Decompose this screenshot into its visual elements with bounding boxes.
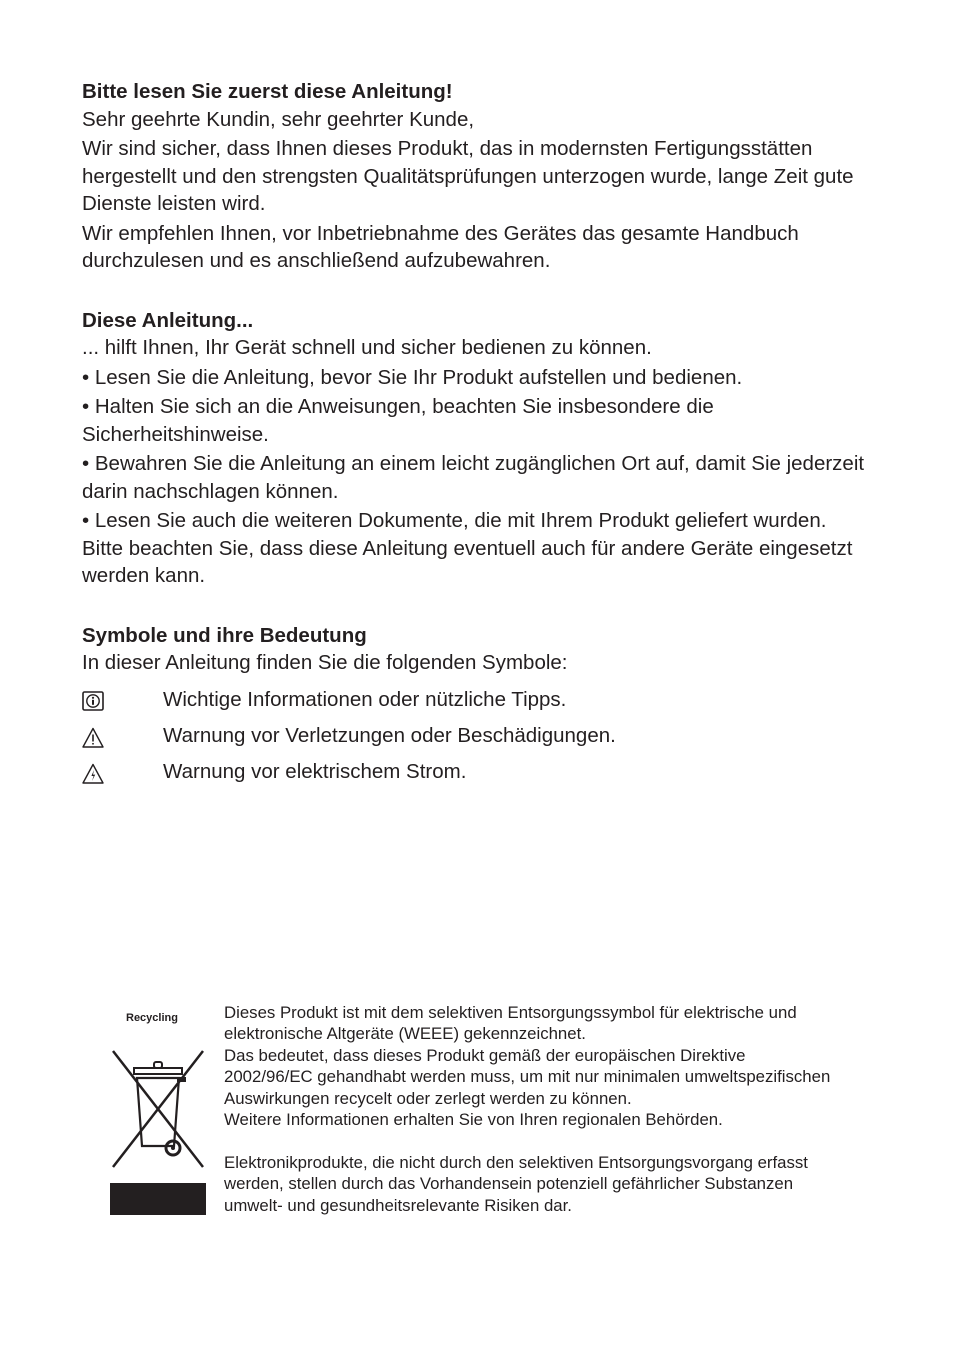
guide-lead: ... hilft Ihnen, Ihr Gerät schnell und sicher bedienen zu können. [82, 336, 652, 359]
manual-page [82, 78, 882, 793]
weee-marking-bar [110, 1183, 206, 1215]
recycling-text [224, 1002, 834, 1216]
recycling-paragraph-4: Elektronikprodukte, die nicht durch den selektiven Entsorgungsvorgang erfasst werden, stellen durch das Vorhandensein potenziell gefährlicher Substanzen umwelt- und gesundheitsrelevante Risiken dar. [224, 1152, 808, 1215]
guide-bullet-4: • Lesen Sie auch die weiteren Dokumente, die mit Ihrem Produkt geliefert wurden. [82, 509, 827, 532]
symbol-electric-text: Warnung vor elektrischem Strom. [163, 759, 467, 783]
intro-heading: Bitte lesen Sie zuerst diese Anleitung! [82, 80, 453, 103]
guide-bullet-1: • Lesen Sie die Anleitung, bevor Sie Ihr Produkt aufstellen und bedienen. [82, 365, 743, 389]
recycling-paragraph-1: Dieses Produkt ist mit dem selektiven Entsorgungssymbol für elektrische und elektronische Altgeräte (WEEE) gekennzeichnet. [224, 1003, 797, 1044]
symbol-info-text: Wichtige Informationen oder nützliche Tipps. [163, 687, 567, 711]
guide-bullet-2: • Halten Sie sich an die Anweisungen, beachten Sie insbesondere die Sicherheitshinweise. [82, 395, 714, 446]
guide-heading: Diese Anleitung... [82, 308, 254, 332]
electric-warning-icon [82, 763, 104, 785]
intro-paragraph-2: Wir empfehlen Ihnen, vor Inbetriebnahme des Gerätes das gesamte Handbuch durchzulesen und es anschließend aufzubewahren. [82, 221, 799, 272]
intro-paragraph-1: Wir sind sicher, dass Ihnen dieses Produkt, das in modernsten Fertigungsstätten hergestellt und den strengsten Qualitätsprüfungen unterzogen wurde, lange Zeit gute Dienste leisten wird. [82, 137, 854, 215]
symbol-row-electric [82, 757, 882, 793]
recycling-label: Recycling [126, 1012, 178, 1024]
guide-bullet-3: • Bewahren Sie die Anleitung an einem leicht zugänglichen Ort auf, damit Sie jederzeit darin nachschlagen können. [82, 452, 865, 503]
symbol-row-info [82, 685, 882, 721]
recycling-paragraph-2: Das bedeutet, dass dieses Produkt gemäß der europäischen Direktive 2002/96/EC gehandhabt werden muss, um mit nur minimalen umweltspezifischen Auswirkungen recycelt oder zerlegt werden zu können. [224, 1045, 831, 1108]
symbols-heading: Symbole und ihre Bedeutung [82, 623, 367, 647]
info-icon [82, 691, 104, 713]
recycling-paragraph-3: Weitere Informationen erhalten Sie von Ihren regionalen Behörden. [224, 1110, 723, 1130]
guide-note: Bitte beachten Sie, dass diese Anleitung eventuell auch für andere Geräte eingesetzt werden kann. [82, 536, 853, 587]
warning-icon [82, 727, 104, 749]
symbol-warning-text: Warnung vor Verletzungen oder Beschädigungen. [163, 723, 616, 747]
symbols-lead: In dieser Anleitung finden Sie die folgenden Symbole: [82, 651, 568, 674]
salutation: Sehr geehrte Kundin, sehr geehrter Kunde, [82, 107, 475, 131]
symbol-row-warning [82, 721, 882, 757]
crossed-out-wheelie-bin-icon [110, 1048, 206, 1170]
